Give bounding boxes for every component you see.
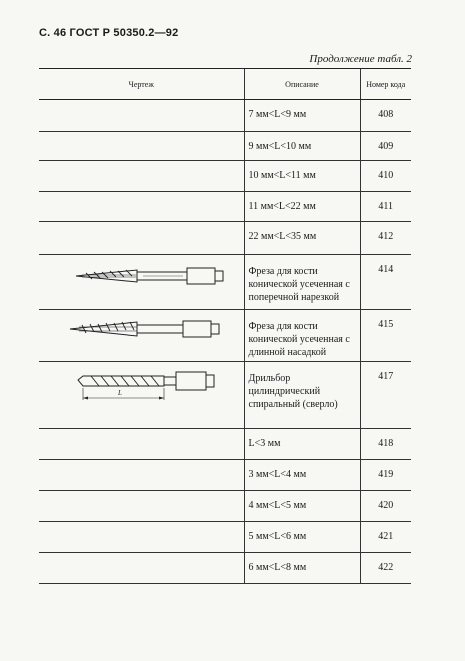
drawing-cell — [39, 362, 244, 429]
drawing-cell — [39, 310, 244, 362]
conical-bur-long-tip-drawing — [39, 310, 244, 362]
code-cell: 420 — [360, 491, 411, 522]
description-cell: 4 мм<L<5 мм — [244, 491, 360, 522]
table-row — [39, 192, 411, 222]
code-cell: 411 — [360, 192, 411, 222]
description-cell: 3 мм<L<4 мм — [244, 460, 360, 491]
description-cell: 5 мм<L<6 мм — [244, 522, 360, 553]
description-cell: 10 мм<L<11 мм — [244, 161, 360, 192]
code-cell: 409 — [360, 132, 411, 161]
twist-drill-drawing — [39, 362, 244, 429]
description-cell: Дрильбор цилиндрический спиральный (сверло) — [244, 362, 360, 429]
table-row — [39, 161, 411, 192]
drawing-cell — [39, 161, 244, 192]
description-cell: L<3 мм — [244, 429, 360, 460]
description-cell: Фреза для кости конической усеченная с поперечной нарезкой — [244, 255, 360, 310]
code-cell: 408 — [360, 100, 411, 132]
description-cell: Фреза для кости конической усеченная с длинной насадкой — [244, 310, 360, 362]
code-cell: 421 — [360, 522, 411, 553]
description-cell: 9 мм<L<10 мм — [244, 132, 360, 161]
drawing-cell — [39, 100, 244, 132]
drill-length-label: L — [118, 389, 122, 397]
table-row — [39, 255, 411, 310]
description-cell: 11 мм<L<22 мм — [244, 192, 360, 222]
drawing-cell — [39, 222, 244, 255]
code-cell: 410 — [360, 161, 411, 192]
code-cell: 412 — [360, 222, 411, 255]
drawing-cell — [39, 255, 244, 310]
table-continuation-label: Продолжение табл. 2 — [309, 53, 412, 65]
code-cell: 418 — [360, 429, 411, 460]
drawing-cell — [39, 192, 244, 222]
conical-bur-cross-cut-drawing — [39, 255, 244, 310]
description-cell: 7 мм<L<9 мм — [244, 100, 360, 132]
column-header-drawing: Чертеж — [39, 69, 244, 100]
table-header-row — [39, 69, 411, 100]
drawing-cell — [39, 491, 244, 522]
code-cell: 415 — [360, 310, 411, 362]
description-cell: 22 мм<L<35 мм — [244, 222, 360, 255]
table-row — [39, 553, 411, 584]
table-row — [39, 491, 411, 522]
drawing-cell — [39, 522, 244, 553]
table-row — [39, 222, 411, 255]
drawing-cell — [39, 553, 244, 584]
code-cell: 422 — [360, 553, 411, 584]
code-cell: 414 — [360, 255, 411, 310]
code-cell: 417 — [360, 362, 411, 429]
page-reference: С. 46 ГОСТ Р 50350.2—92 — [39, 27, 179, 39]
column-header-code: Номер кода — [360, 69, 411, 100]
instrument-table — [39, 68, 411, 584]
table-row — [39, 460, 411, 491]
drawing-cell — [39, 460, 244, 491]
drawing-cell — [39, 132, 244, 161]
table-row — [39, 310, 411, 362]
table-row — [39, 362, 411, 429]
column-header-description: Описание — [244, 69, 360, 100]
table-row — [39, 100, 411, 132]
drawing-cell — [39, 429, 244, 460]
description-cell: 6 мм<L<8 мм — [244, 553, 360, 584]
code-cell: 419 — [360, 460, 411, 491]
table-row — [39, 522, 411, 553]
table-row — [39, 132, 411, 161]
table-row — [39, 429, 411, 460]
